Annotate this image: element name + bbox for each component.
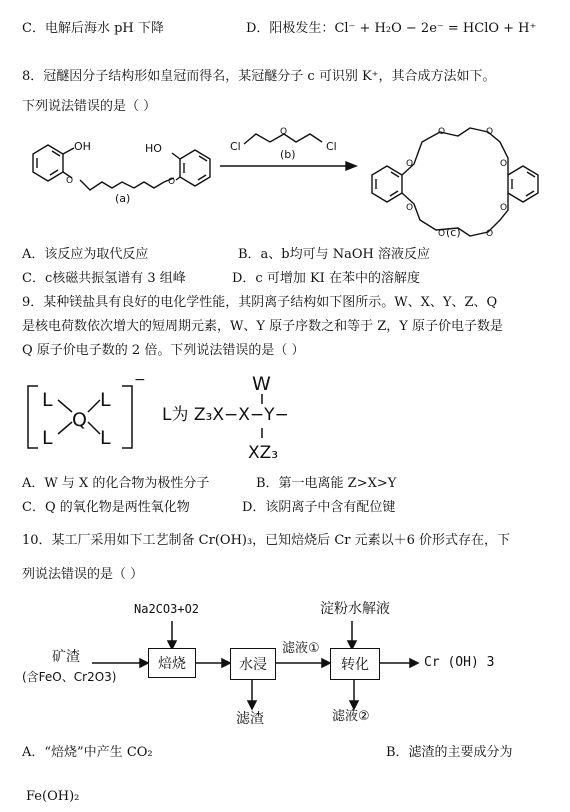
flow-box-leach [230,648,276,680]
svg-text:O: O [280,127,288,137]
flow-starch-hydrolysate: 淀粉水解液 [320,601,390,617]
l-definition: L为 Z₃X−X−Y− [162,405,289,425]
option-d-equation: Cl⁻ + H₂O − 2e⁻ = HClO + H⁺ [334,21,537,36]
label-a: (a) [115,192,131,205]
label-oh: OH [74,140,91,153]
svg-text:O: O [500,203,508,213]
q10-option-b-continued: Fe(OH)₂ [26,789,80,804]
option-c-prev: C．电解后海水 pH 下降 [22,21,164,36]
svg-text:O: O [406,203,414,213]
svg-text:O: O [438,127,446,137]
q8-option-d: D．c 可增加 KI 在苯中的溶解度 [232,271,420,286]
q9-option-d: D．该阴离子中含有配位键 [242,500,396,515]
q8-option-b: B．a、b均可与 NaOH 溶液反应 [238,247,431,262]
svg-text:O: O [500,159,508,169]
q8-option-c: C．c核磁共振氢谱有 3 组峰 [22,271,186,286]
label-ho: HO [145,142,162,155]
ligand-l-4: L [100,427,111,449]
flow-filtrate-2: 滤液② [332,709,370,724]
svg-text:O: O [406,159,414,169]
anion-charge: − [134,372,146,388]
svg-text:O: O [66,176,74,186]
label-cl-1: Cl [230,140,241,153]
flow-ore-composition: (含FeO、Cr2O3) [22,670,117,684]
svg-text:O: O [486,127,494,137]
svg-text:O: O [168,177,176,187]
q10-option-a: A．“焙烧”中产生 CO₂ [22,745,153,760]
label-b: (b) [280,148,296,161]
flow-product: Cr (OH) 3 [424,655,495,670]
q9-stem-line2: 是核电荷数依次增大的短周期元素，W、Y 原子序数之和等于 Z，Y 原子价电子数是 [22,319,503,334]
center-q: Q [72,409,87,431]
q9-stem-line3: Q 原子价电子数的 2 倍。下列说法错误的是（ ） [22,343,305,358]
flow-ore-label: 矿渣 [52,649,80,665]
q10-stem-line2: 列说法错误的是（ ） [22,567,144,582]
ligand-l-2: L [100,389,111,411]
flow-roast-label: 焙烧 [158,656,186,672]
label-cl-2: Cl [326,140,337,153]
flow-residue: 滤渣 [236,711,264,727]
q10-option-b: B．滤渣的主要成分为 [386,745,513,760]
svg-text:O: O [486,229,494,238]
q9-option-b: B．第一电离能 Z>X>Y [256,476,397,491]
ligand-l-1: L [42,389,53,411]
q8-stem-line2: 下列说法错误的是（ ） [22,99,157,114]
q9-stem-line1: 9．某种镁盐具有良好的电化学性能，其阴离子结构如下图所示。W、X、Y、Z、Q [22,295,498,310]
option-d-prefix: D．阳极发生： [246,21,335,36]
q9-option-a: A．W 与 X 的化合物为极性分子 [22,476,210,491]
q9-option-c: C．Q 的氧化物是两性氧化物 [22,500,190,515]
label-c: (c) [446,226,461,238]
flow-box-roast [148,648,196,678]
group-xz3: XZ₃ [248,443,279,463]
atom-w: W [252,373,271,395]
q8-option-a: A．该反应为取代反应 [22,247,149,262]
q8-stem-line1: 8．冠醚因分子结构形如皇冠而得名，某冠醚分子 c 可识别 K⁺，其合成方法如下。 [22,69,496,84]
option-d-prev [246,20,536,38]
q10-stem-line1: 10．某工厂采用如下工艺制备 Cr(OH)₃，已知焙烧后 Cr 元素以＋6 价形式存在，下 [22,533,511,548]
flow-convert-label: 转化 [341,657,369,673]
flow-filtrate-1: 滤液① [282,641,320,656]
anion-structure-diagram [0,370,570,470]
ligand-l-3: L [42,427,53,449]
flow-input-reagents: Na2CO3+O2 [134,602,200,616]
flow-box-convert [330,648,380,680]
svg-text:O: O [438,229,446,238]
flow-leach-label: 水浸 [239,657,267,673]
crown-ether-synthesis-diagram [0,120,570,238]
